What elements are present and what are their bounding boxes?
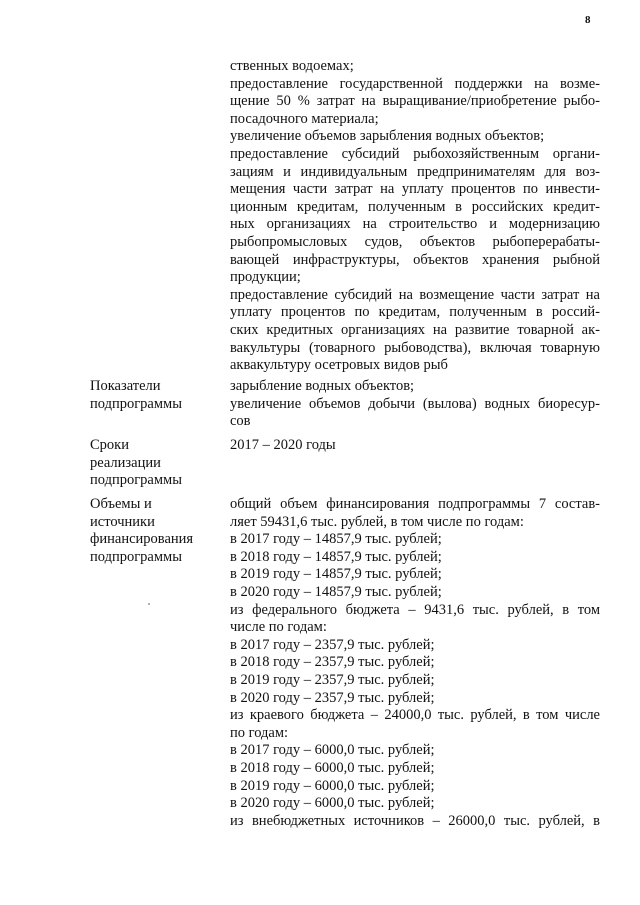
text-line: ственных водоемах;: [230, 58, 354, 74]
text-line: из краевого бюджета – 24000,0 тыс. рублей, в том числе: [230, 707, 600, 724]
text-line: числе по годам:: [230, 619, 327, 636]
text-line: вакультуры (товарного рыбоводства), включая товарную: [230, 339, 600, 356]
label-line: реализации: [90, 454, 161, 471]
text-line: из федерального бюджета – 9431,6 тыс. рублей, в том: [230, 601, 600, 618]
label-line: подпрограммы: [90, 395, 182, 412]
text-line: аквакультуру осетровых видов рыб: [230, 357, 448, 374]
row-value: [230, 437, 600, 455]
text-line: в 2017 году – 6000,0 тыс. рублей;: [230, 742, 435, 759]
row-value: [230, 378, 600, 431]
row-label: [90, 496, 225, 566]
text-line: продукции;: [230, 269, 301, 286]
text-line: в 2018 году – 6000,0 тыс. рублей;: [230, 759, 435, 776]
text-line: зарыбление водных объектов;: [230, 378, 415, 394]
text-line: в 2019 году – 6000,0 тыс. рублей;: [230, 777, 435, 794]
text-line: предоставление субсидий на возмещение части затрат на: [230, 286, 600, 303]
text-line: посадочного материала;: [230, 110, 379, 127]
text-line: уплату процентов по кредитам, полученным в россий-: [230, 304, 600, 321]
label-line: Сроки: [90, 437, 129, 453]
text-line: по годам:: [230, 724, 289, 741]
text-line: мещения части затрат на уплату процентов по инвести-: [230, 181, 600, 198]
text-line: увеличение объемов зарыбления водных объектов;: [230, 128, 545, 145]
scan-speck: [148, 603, 150, 605]
label-line: источники: [90, 513, 155, 530]
continuation-text: [230, 58, 600, 375]
label-line: подпрограммы: [90, 472, 182, 489]
text-line: рыбопромысловых судов, объектов рыбоперерабаты-: [230, 233, 600, 250]
text-line: увеличение объемов добычи (вылова) водных биоресур-: [230, 395, 600, 412]
row-label: [90, 437, 225, 490]
text-line: в 2017 году – 2357,9 тыс. рублей;: [230, 636, 435, 653]
text-line: ных организациях на строительство и модернизацию: [230, 216, 600, 233]
text-line: в 2020 году – 14857,9 тыс. рублей;: [230, 583, 442, 600]
text-line: ционным кредитам, полученным в российских кредит-: [230, 198, 600, 215]
text-line: вающей инфраструктуры, объектов хранения рыбной: [230, 251, 600, 268]
text-line: ляет 59431,6 тыс. рублей, в том числе по годам:: [230, 513, 524, 530]
text-line: в 2019 году – 14857,9 тыс. рублей;: [230, 566, 442, 583]
text-line: в 2019 году – 2357,9 тыс. рублей;: [230, 671, 435, 688]
row-label: [90, 378, 225, 413]
text-line: предоставление субсидий рыбохозяйственным органи-: [230, 145, 600, 162]
text-line: из внебюджетных источников – 26000,0 тыс. рублей, в: [230, 812, 600, 829]
text-line: в 2017 году – 14857,9 тыс. рублей;: [230, 531, 442, 548]
text-line: в 2018 году – 2357,9 тыс. рублей;: [230, 654, 435, 671]
text-line: в 2020 году – 6000,0 тыс. рублей;: [230, 795, 435, 812]
text-line: щение 50 % затрат на выращивание/приобретение рыбо-: [230, 93, 600, 110]
text-line: в 2020 году – 2357,9 тыс. рублей;: [230, 689, 435, 706]
page-number: 8: [585, 14, 591, 26]
label-line: подпрограммы: [90, 548, 182, 565]
label-line: Объемы и: [90, 496, 152, 512]
label-line: финансирования: [90, 531, 194, 548]
text-line: предоставление государственной поддержки на возме-: [230, 75, 600, 92]
text-line: зациям и индивидуальным предпринимателям для воз-: [230, 163, 600, 180]
text-line: ских кредитных организациях на развитие товарной ак-: [230, 321, 600, 338]
text-line: 2017 – 2020 годы: [230, 437, 336, 453]
text-line: сов: [230, 413, 251, 430]
text-line: общий объем финансирования подпрограммы 7 состав-: [230, 496, 600, 512]
text-line: в 2018 году – 14857,9 тыс. рублей;: [230, 548, 442, 565]
label-line: Показатели: [90, 378, 161, 394]
row-value: [230, 496, 600, 830]
